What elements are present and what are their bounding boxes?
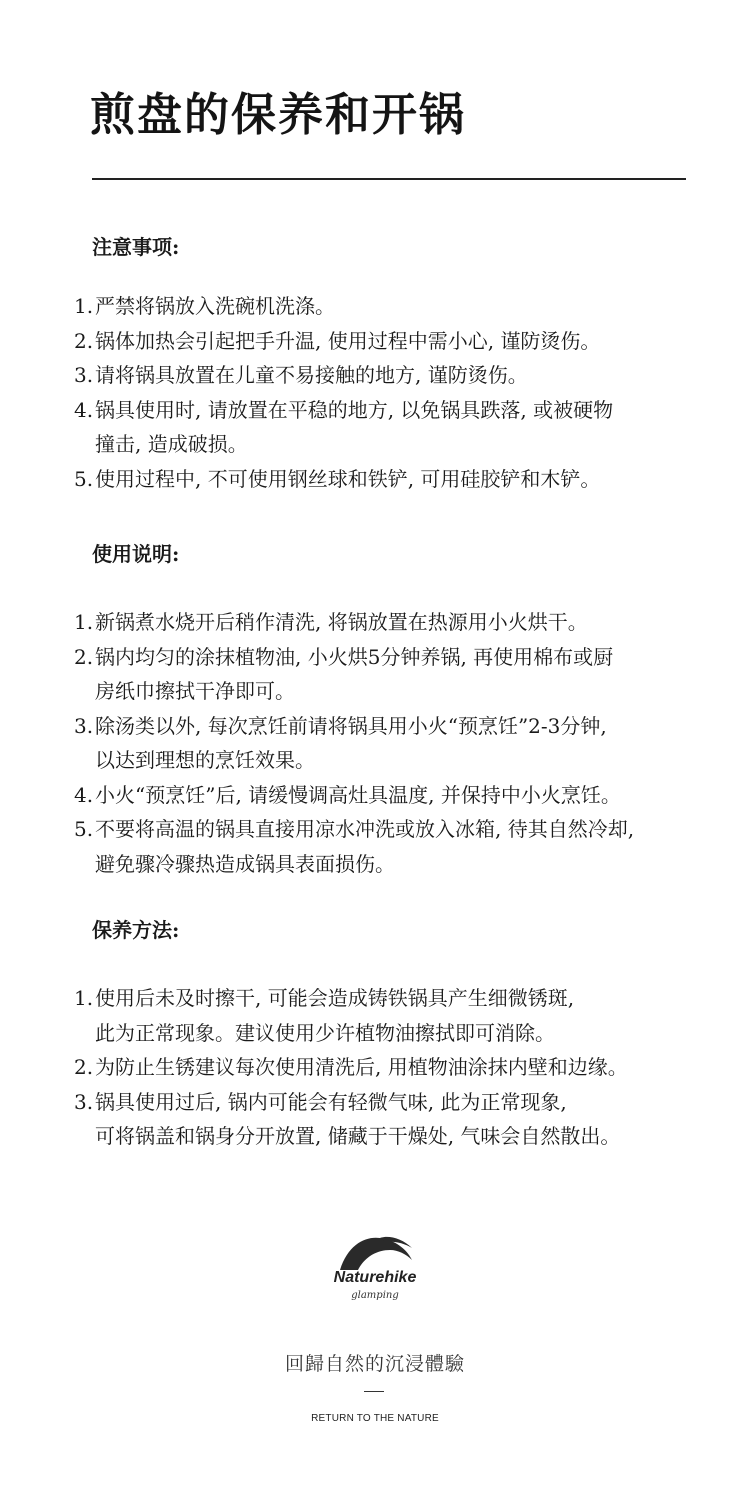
item-text: 锅内均匀的涂抹植物油, 小火烘5分钟养锅, 再使用棉布或厨 xyxy=(95,644,614,669)
slogan-divider xyxy=(364,1391,384,1392)
item-number: 5. xyxy=(74,817,94,841)
list-item xyxy=(74,393,694,462)
item-number: 1. xyxy=(74,294,94,318)
item-text: 锅具使用时, 请放置在平稳的地方, 以免锅具跌落, 或被硬物 xyxy=(95,397,614,422)
item-number: 2. xyxy=(74,328,94,353)
title-divider xyxy=(92,178,686,180)
item-text: 可将锅盖和锅身分开放置, 储藏于干燥处, 气味会自然散出。 xyxy=(95,1124,621,1148)
item-text: 以达到理想的烹饪效果。 xyxy=(95,748,315,772)
item-number: 4. xyxy=(74,397,94,422)
item-text: 除汤类以外, 每次烹饪前请将锅具用小火“预烹饪”2-3分钟, xyxy=(95,713,607,738)
list-item xyxy=(74,324,694,359)
item-text: 锅体加热会引起把手升温, 使用过程中需小心, 谨防烫伤。 xyxy=(95,328,601,353)
mountain-arc-icon xyxy=(322,1232,428,1272)
item-text: 新锅煮水烧开后稍作清洗, 将锅放置在热源用小火烘干。 xyxy=(95,610,588,634)
item-list xyxy=(74,981,694,1154)
item-number: 1. xyxy=(74,986,94,1010)
item-list xyxy=(74,605,694,881)
section-heading: 注意事项: xyxy=(92,235,180,259)
page-title: 煎盘的保养和开锅 xyxy=(90,88,467,141)
item-number: 4. xyxy=(74,782,94,807)
list-item xyxy=(74,1050,694,1085)
list-item xyxy=(74,812,694,881)
list-item xyxy=(74,289,694,324)
list-item xyxy=(74,981,694,1050)
item-number: 3. xyxy=(74,363,94,387)
list-item xyxy=(74,1085,694,1154)
item-text: 避免骤冷骤热造成锅具表面损伤。 xyxy=(95,851,395,876)
item-number: 1. xyxy=(74,610,94,634)
item-text: 为防止生锈建议每次使用清洗后, 用植物油涂抹内壁和边缘。 xyxy=(95,1055,628,1079)
list-item xyxy=(74,778,694,813)
item-number: 5. xyxy=(74,466,94,491)
item-text: 房纸巾擦拭干净即可。 xyxy=(95,679,295,703)
item-number: 2. xyxy=(74,644,94,669)
brand-logo xyxy=(300,1232,450,1312)
section-heading: 使用说明: xyxy=(92,542,180,566)
item-text: 使用后未及时擦干, 可能会造成铸铁锅具产生细微锈斑, xyxy=(95,986,575,1010)
list-item xyxy=(74,358,694,393)
list-item xyxy=(74,709,694,778)
item-text: 不要将高温的锅具直接用凉水冲洗或放入冰箱, 待其自然冷却, xyxy=(95,817,635,841)
item-text: 此为正常现象。建议使用少许植物油擦拭即可消除。 xyxy=(95,1020,555,1045)
item-text: 严禁将锅放入洗碗机洗涤。 xyxy=(95,294,335,318)
item-text: 锅具使用过后, 锅内可能会有轻微气味, 此为正常现象, xyxy=(95,1089,567,1114)
item-number: 3. xyxy=(74,713,94,738)
item-text: 小火“预烹饪”后, 请缓慢调高灶具温度, 并保持中小火烹饪。 xyxy=(95,782,621,807)
item-text: 请将锅具放置在儿童不易接触的地方, 谨防烫伤。 xyxy=(95,363,528,387)
list-item xyxy=(74,640,694,709)
brand-subtitle: glamping xyxy=(351,1290,399,1301)
slogan-english: RETURN TO THE NATURE xyxy=(311,1413,439,1424)
section-heading: 保养方法: xyxy=(92,918,180,942)
list-item xyxy=(74,462,694,497)
item-text: 撞击, 造成破损。 xyxy=(95,432,248,456)
slogan-chinese: 回歸自然的沉浸體驗 xyxy=(284,1353,465,1375)
item-text: 使用过程中, 不可使用钢丝球和铁铲, 可用硅胶铲和木铲。 xyxy=(95,466,601,491)
brand-name: Naturehike xyxy=(333,1269,417,1286)
item-list xyxy=(74,289,694,496)
list-item xyxy=(74,605,694,640)
item-number: 2. xyxy=(74,1055,94,1079)
item-number: 3. xyxy=(74,1089,94,1114)
